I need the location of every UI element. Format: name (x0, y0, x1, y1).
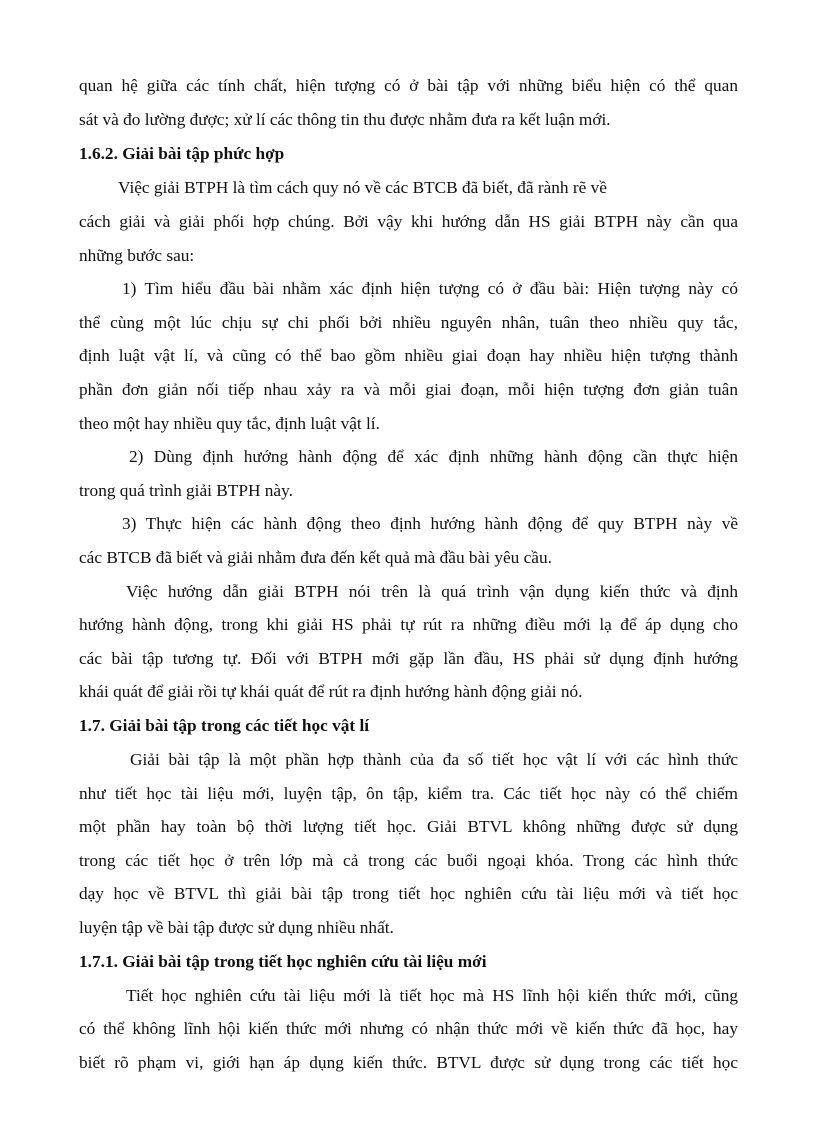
body-text-line: một phần hay toàn bộ thời lượng tiết học. Giải BTVL không những được sử dụng (79, 817, 738, 836)
body-text-line: định luật vật lí, và cũng có thể bao gồm nhiều giai đoạn hay nhiều hiện tượng thành (79, 346, 738, 365)
body-text-line: cách giải và giải phối hợp chúng. Bởi vậy khi hướng dẫn HS giải BTPH này cần qua (79, 212, 738, 231)
body-text-line: Việc hướng dẫn giải BTPH nói trên là quá trình vận dụng kiến thức và định (126, 582, 738, 601)
section-heading-1-6-2: 1.6.2. Giải bài tập phức hợp (79, 144, 285, 163)
body-text-line: theo một hay nhiều quy tắc, định luật vật lí. (79, 414, 380, 433)
body-text-line: Tiết học nghiên cứu tài liệu mới là tiết học mà HS lĩnh hội kiến thức mới, cũng (126, 986, 738, 1005)
body-text-line: 3) Thực hiện các hành động theo định hướng hành động để quy BTPH này về (122, 514, 738, 533)
body-text-line: luyện tập về bài tập được sử dụng nhiều nhất. (79, 918, 394, 937)
body-text-line: 2) Dùng định hướng hành động để xác định những hành động cần thực hiện (129, 447, 738, 466)
body-text-line: hướng hành động, trong khi giải HS phải tự rút ra những điều mới lạ để áp dụng cho (79, 615, 738, 634)
body-text-line: 1) Tìm hiểu đầu bài nhằm xác định hiện tượng có ở đầu bài: Hiện tượng này có (122, 279, 738, 298)
body-text-line: quan hệ giữa các tính chất, hiện tượng có ở bài tập với những biểu hiện có thể quan (79, 76, 738, 95)
body-text-line: có thể không lĩnh hội kiến thức mới nhưng có nhận thức mới về kiến thức đã học, hay (79, 1019, 738, 1038)
body-text-line: dạy học về BTVL thì giải bài tập trong tiết học nghiên cứu tài liệu mới và tiết học (79, 884, 738, 903)
body-text-line: như tiết học tài liệu mới, luyện tập, ôn tập, kiểm tra. Các tiết học này có thể chiếm (79, 784, 738, 803)
body-text-line: phần đơn giản nối tiếp nhau xảy ra và mỗi giai đoạn, mỗi hiện tượng đơn giản tuân (79, 380, 738, 399)
body-text-line: Giải bài tập là một phần hợp thành của đa số tiết học vật lí với các hình thức (130, 750, 738, 769)
body-text-line: thể cùng một lúc chịu sự chi phối bởi nhiều nguyên nhân, tuân theo nhiều quy tắc, (79, 313, 738, 332)
body-text-line: các BTCB đã biết và giải nhằm đưa đến kết quả mà đầu bài yêu cầu. (79, 548, 552, 567)
body-text-line: Việc giải BTPH là tìm cách quy nó về các BTCB đã biết, đã rành rẽ về (118, 178, 607, 197)
section-heading-1-7-1: 1.7.1. Giải bài tập trong tiết học nghiên cứu tài liệu mới (79, 952, 487, 971)
body-text-line: biết rõ phạm vi, giới hạn áp dụng kiến thức. BTVL được sử dụng trong các tiết học (79, 1053, 738, 1072)
body-text-line: những bước sau: (79, 246, 195, 265)
body-text-line: trong các tiết học ở trên lớp mà cả trong các buổi ngoại khóa. Trong các hình thức (79, 851, 738, 870)
body-text-line: sát và đo lường được; xử lí các thông tin thu được nhằm đưa ra kết luận mới. (79, 110, 611, 129)
body-text-line: các bài tập tương tự. Đối với BTPH mới gặp lần đầu, HS phải sử dụng định hướng (79, 649, 738, 668)
section-heading-1-7: 1.7. Giải bài tập trong các tiết học vật lí (79, 716, 370, 735)
body-text-line: khái quát để giải rồi tự khái quát để rút ra định hướng hành động giải nó. (79, 682, 583, 701)
body-text-line: trong quá trình giải BTPH này. (79, 481, 293, 500)
